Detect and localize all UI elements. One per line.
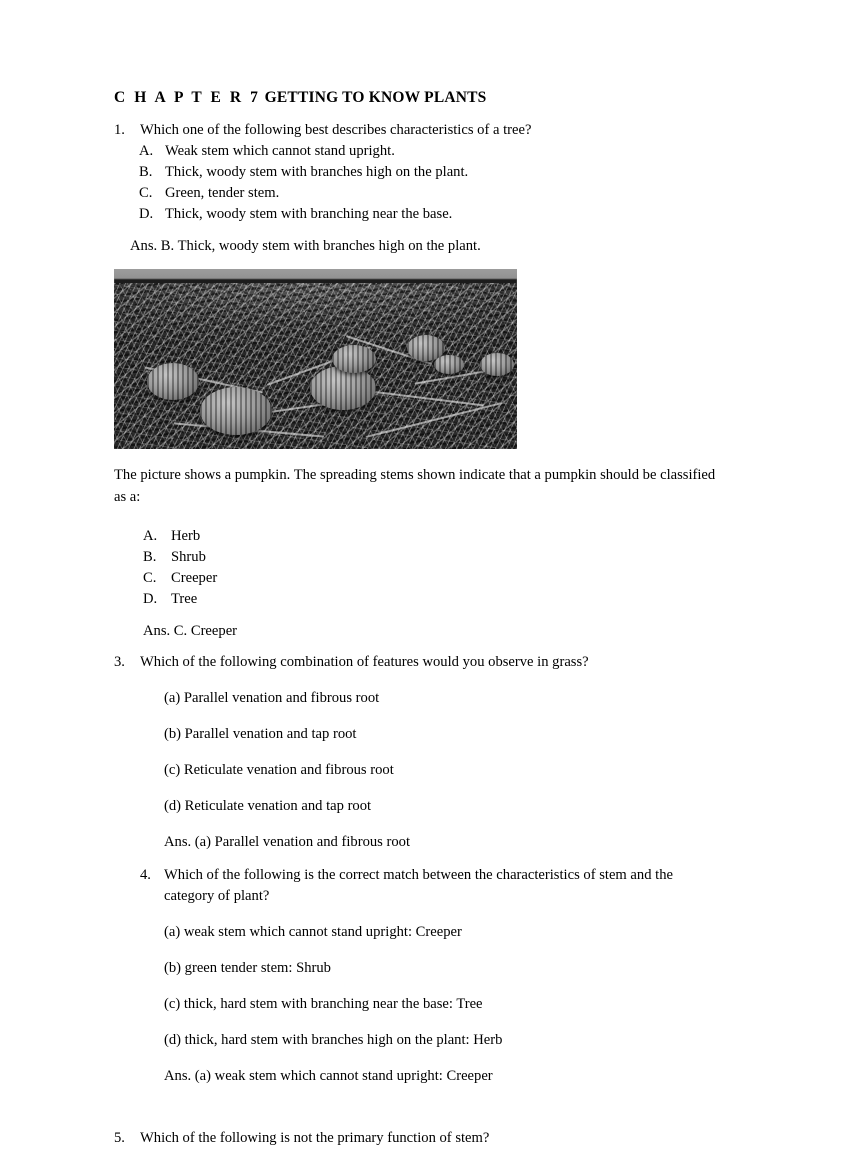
- question-3-text: [114, 652, 724, 673]
- question-4-text: [114, 865, 724, 907]
- question-4-option-a[interactable]: (a) weak stem which cannot stand upright: Creeper: [164, 924, 462, 940]
- option-marker: C.: [143, 570, 157, 586]
- question-1-text: [114, 120, 724, 141]
- question-4-option-c[interactable]: (c) thick, hard stem with branching near the base: Tree: [164, 996, 483, 1012]
- question-4-option-d[interactable]: (d) thick, hard stem with branches high on the plant: Herb: [164, 1032, 503, 1048]
- page-title: [114, 88, 724, 108]
- question-1: [114, 120, 724, 257]
- chapter-name: GETTING TO KNOW PLANTS: [260, 89, 487, 106]
- question-2-option-a[interactable]: [114, 526, 724, 547]
- question-3-option-a[interactable]: (a) Parallel venation and fibrous root: [164, 690, 380, 706]
- question-5-number: 5.: [114, 1130, 125, 1146]
- pumpkin: [200, 387, 272, 435]
- option-marker: B.: [139, 164, 153, 180]
- question-3: [114, 652, 724, 853]
- question-3-answer: Ans. (a) Parallel venation and fibrous root: [164, 834, 410, 850]
- pumpkin: [480, 353, 514, 376]
- question-4: [114, 865, 724, 1087]
- option-marker: B.: [143, 549, 157, 565]
- option-text: Herb: [171, 528, 201, 544]
- question-2: [114, 269, 724, 642]
- question-3-option-c[interactable]: (c) Reticulate venation and fibrous root: [164, 762, 394, 778]
- option-marker: C.: [139, 185, 153, 201]
- option-marker: D.: [143, 591, 158, 607]
- option-text: Tree: [171, 591, 198, 607]
- chapter-label: C H A P T E R 7: [114, 89, 261, 106]
- question-3-number: 3.: [114, 654, 125, 670]
- question-1-option-d[interactable]: [114, 204, 724, 225]
- option-text: Thick, woody stem with branching near the base.: [165, 206, 453, 222]
- question-2-option-b[interactable]: [114, 547, 724, 568]
- option-marker: A.: [139, 143, 154, 159]
- pumpkin: [147, 363, 199, 400]
- question-1-option-a[interactable]: [114, 141, 724, 162]
- question-2-answer: Ans. C. Creeper: [143, 623, 238, 639]
- image-caption: The picture shows a pumpkin. The spreading stems shown indicate that a pumpkin should be classified as a:: [114, 467, 716, 505]
- question-4-number: 4.: [140, 867, 151, 883]
- option-text: Weak stem which cannot stand upright.: [165, 143, 395, 159]
- question-5-stem: Which of the following is not the primary function of stem?: [140, 1130, 490, 1146]
- document-content: [114, 88, 724, 1149]
- question-1-stem: Which one of the following best describes characteristics of a tree?: [140, 122, 532, 138]
- question-4-stem: Which of the following is the correct match between the characteristics of stem and the category of plant?: [164, 867, 673, 904]
- option-text: Thick, woody stem with branches high on the plant.: [165, 164, 469, 180]
- question-3-stem: Which of the following combination of features would you observe in grass?: [140, 654, 589, 670]
- option-marker: A.: [143, 528, 158, 544]
- pumpkin-field-image: [114, 269, 517, 449]
- question-5: [114, 1128, 724, 1149]
- question-1-answer: Ans. B. Thick, woody stem with branches high on the plant.: [130, 238, 481, 254]
- question-2-option-d[interactable]: [114, 589, 724, 610]
- option-text: Shrub: [171, 549, 206, 565]
- pumpkin: [332, 345, 376, 373]
- question-1-option-c[interactable]: [114, 183, 724, 204]
- question-1-number: 1.: [114, 122, 125, 138]
- pumpkin: [310, 366, 376, 410]
- question-3-option-d[interactable]: (d) Reticulate venation and tap root: [164, 798, 372, 814]
- pumpkin: [434, 355, 464, 374]
- option-text: Green, tender stem.: [165, 185, 280, 201]
- question-3-option-b[interactable]: (b) Parallel venation and tap root: [164, 726, 357, 742]
- option-text: Creeper: [171, 570, 218, 586]
- option-marker: D.: [139, 206, 154, 222]
- question-4-option-b[interactable]: (b) green tender stem: Shrub: [164, 960, 331, 976]
- question-5-text: [114, 1128, 724, 1149]
- question-2-option-c[interactable]: [114, 568, 724, 589]
- question-4-answer: Ans. (a) weak stem which cannot stand upright: Creeper: [164, 1068, 493, 1084]
- question-1-option-b[interactable]: [114, 162, 724, 183]
